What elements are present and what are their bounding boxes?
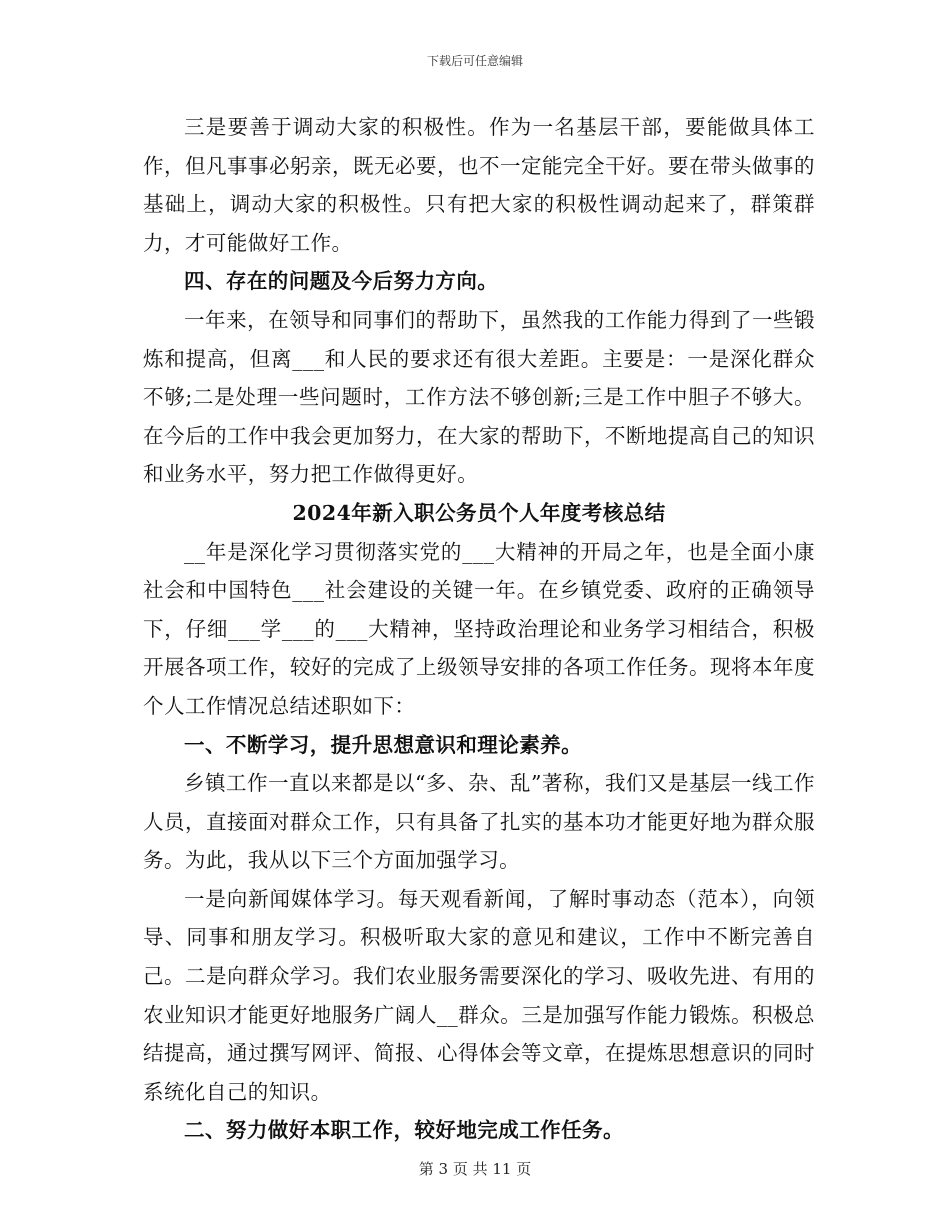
paragraph-point-three: 三是要善于调动大家的积极性。作为一名基层干部，要能做具体工作，但凡事事必躬亲，既无必要，也不一定能完全干好。要在带头做事的基础上，调动大家的积极性。只有把大家的积极性调动起来了，群策群力，才可能做好工作。 xyxy=(143,115,815,255)
paragraph-township-work: 乡镇工作一直以来都是以“多、杂、乱”著称，我们又是基层一线工作人员，直接面对群众工作，只有具备了扎实的基本功才能更好地为群众服务。为此，我从以下三个方面加强学习。 xyxy=(143,771,815,873)
document-title: 2024年新入职公务员个人年度考核总结 xyxy=(292,500,666,525)
page-header: 下载后可任意编辑 xyxy=(426,54,523,68)
page-footer: 第 3 页 共 11 页 xyxy=(418,1160,532,1178)
section-heading-four: 四、存在的问题及今后努力方向。 xyxy=(184,269,499,294)
section-heading-one: 一、不断学习，提升思想意识和理论素养。 xyxy=(184,732,583,757)
paragraph-learning: 一是向新闻媒体学习。每天观看新闻，了解时事动态（范本），向领导、同事和朋友学习。积极听取大家的意见和建议，工作中不断完善自己。二是向群众学习。我们农业服务需要深化的学习、吸收先进、有用的农业知识才能更好地服务广阔人__群众。三是加强写作能力锻炼。积极总结提高，通过撰写网评、简报、心得体会等文章，在提炼思想意识的同时系统化自己的知识。 xyxy=(143,886,815,1104)
section-heading-two: 二、努力做好本职工作，较好地完成工作任务。 xyxy=(184,1118,624,1143)
paragraph-intro: __年是深化学习贯彻落实党的___大精神的开局之年，也是全面小康社会和中国特色___社会建设的关键一年。在乡镇党委、政府的正确领导下，仔细___学___的___大精神，坚持政治理论和业务学习相结合，积极开展各项工作，较好的完成了上级领导安排的各项工作任务。现将本年度个人工作情况总结述职如下： xyxy=(143,539,815,718)
document-body xyxy=(143,108,815,1150)
paragraph-problems: 一年来，在领导和同事们的帮助下，虽然我的工作能力得到了一些锻炼和提高，但离___和人民的要求还有很大差距。主要是：一是深化群众不够;二是处理一些问题时，工作方法不够创新;三是工作中胆子不够大。在今后的工作中我会更加努力，在大家的帮助下，不断地提高自己的知识和业务水平，努力把工作做得更好。 xyxy=(143,307,815,487)
